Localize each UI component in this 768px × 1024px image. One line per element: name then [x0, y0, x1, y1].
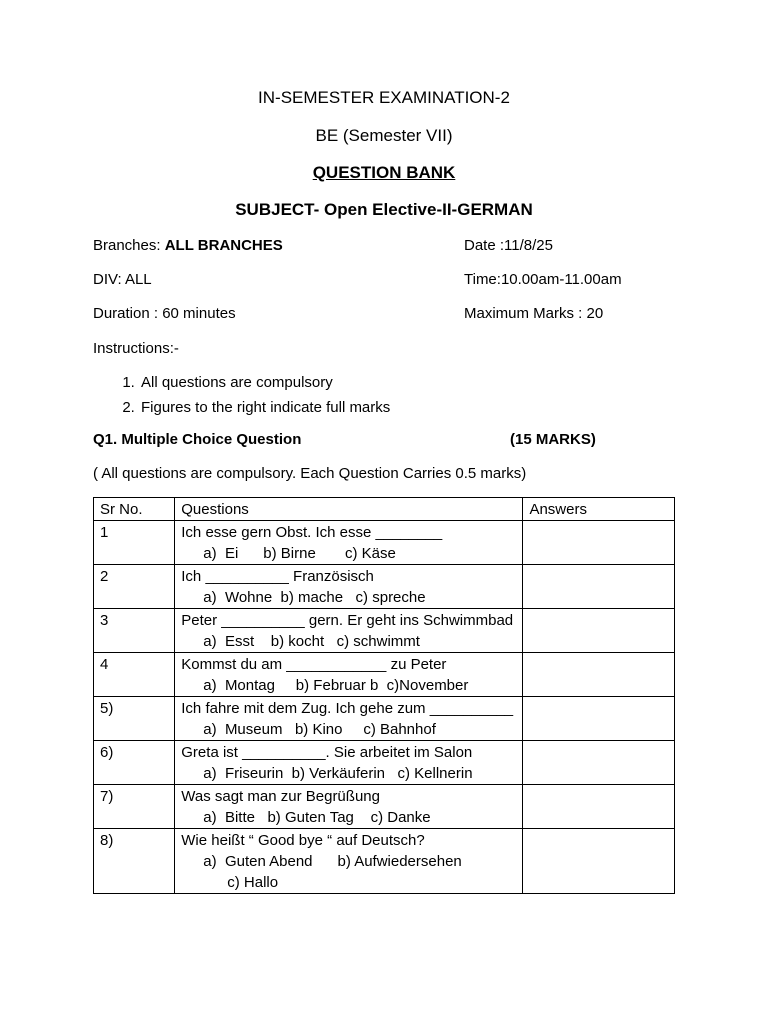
question-cell [175, 741, 523, 785]
sr-cell: 2 [94, 565, 175, 609]
sr-cell: 8) [94, 829, 175, 894]
question-cell [175, 609, 523, 653]
q1-marks: (15 MARKS) [510, 431, 596, 448]
question-options: a) Bitte b) Guten Tag c) Danke [203, 809, 431, 826]
question-text: Kommst du am ____________ zu Peter [181, 656, 447, 673]
question-text: Greta ist __________. Sie arbeitet im Salon [181, 744, 473, 761]
question-options: a) Montag b) Februar b c)November [203, 677, 469, 694]
branches-value: ALL BRANCHES [164, 237, 283, 254]
question-options: a) Museum b) Kino c) Bahnhof [203, 721, 436, 738]
question-cell [175, 565, 523, 609]
header-answers: Answers [523, 498, 675, 521]
question-text: Peter __________ gern. Er geht ins Schwimmbad [181, 612, 514, 629]
q1-title: Q1. Multiple Choice Question [93, 431, 302, 448]
question-cell [175, 521, 523, 565]
table-row [94, 741, 675, 785]
table-row [94, 565, 675, 609]
header-questions: Questions [175, 498, 523, 521]
question-text: Ich __________ Französisch [181, 568, 374, 585]
q1-note: ( All questions are compulsory. Each Question Carries 0.5 marks) [93, 465, 527, 482]
answer-cell[interactable] [523, 565, 675, 609]
question-options: a) Guten Abend b) Aufwiedersehen [203, 853, 462, 870]
table-row [94, 785, 675, 829]
question-text: Wie heißt “ Good bye “ auf Deutsch? [181, 832, 425, 849]
table-row [94, 521, 675, 565]
answer-cell[interactable] [523, 521, 675, 565]
subject-heading: SUBJECT- Open Elective-II-GERMAN [235, 200, 533, 219]
sr-cell: 5) [94, 697, 175, 741]
sr-cell: 3 [94, 609, 175, 653]
instructions-list [93, 370, 390, 420]
instructions-title: Instructions:- [93, 340, 179, 357]
table-row [94, 697, 675, 741]
question-options-extra: c) Hallo [227, 874, 279, 891]
answer-cell[interactable] [523, 653, 675, 697]
question-options: a) Friseurin b) Verkäuferin c) Kellnerin [203, 765, 473, 782]
answer-cell[interactable] [523, 609, 675, 653]
date-line: Date :11/8/25 [464, 237, 553, 254]
question-options: a) Esst b) kocht c) schwimmt [203, 633, 420, 650]
header-sr-no: Sr No. [94, 498, 175, 521]
doc-type-heading: QUESTION BANK [312, 163, 456, 182]
sr-cell: 1 [94, 521, 175, 565]
answer-cell[interactable] [523, 697, 675, 741]
answer-cell[interactable] [523, 741, 675, 785]
question-options: a) Wohne b) mache c) spreche [203, 589, 426, 606]
duration-line: Duration : 60 minutes [93, 305, 236, 322]
question-table [93, 497, 675, 894]
sr-cell: 6) [94, 741, 175, 785]
table-row [94, 653, 675, 697]
question-text: Ich fahre mit dem Zug. Ich gehe zum __________ [181, 700, 514, 717]
table-header-row [94, 498, 675, 521]
table-row [94, 829, 675, 894]
question-text: Was sagt man zur Begrüßung [181, 788, 380, 805]
question-cell [175, 785, 523, 829]
answer-cell[interactable] [523, 785, 675, 829]
instruction-item: 1. All questions are compulsory [139, 370, 390, 395]
table-row [94, 609, 675, 653]
answer-cell[interactable] [523, 829, 675, 894]
branches-label: Branches: [93, 237, 165, 254]
semester-line: BE (Semester VII) [315, 126, 453, 145]
div-line: DIV: ALL [93, 271, 152, 288]
sr-cell: 4 [94, 653, 175, 697]
time-line: Time:10.00am-11.00am [464, 271, 622, 288]
question-cell [175, 653, 523, 697]
exam-title: IN-SEMESTER EXAMINATION-2 [258, 88, 510, 107]
question-text: Ich esse gern Obst. Ich esse ________ [181, 524, 443, 541]
instruction-item: 2. Figures to the right indicate full marks [139, 395, 390, 420]
sr-cell: 7) [94, 785, 175, 829]
max-marks-line: Maximum Marks : 20 [464, 305, 604, 322]
question-cell [175, 697, 523, 741]
question-cell [175, 829, 523, 894]
question-options: a) Ei b) Birne c) Käse [203, 545, 396, 562]
branches-line [93, 237, 283, 254]
